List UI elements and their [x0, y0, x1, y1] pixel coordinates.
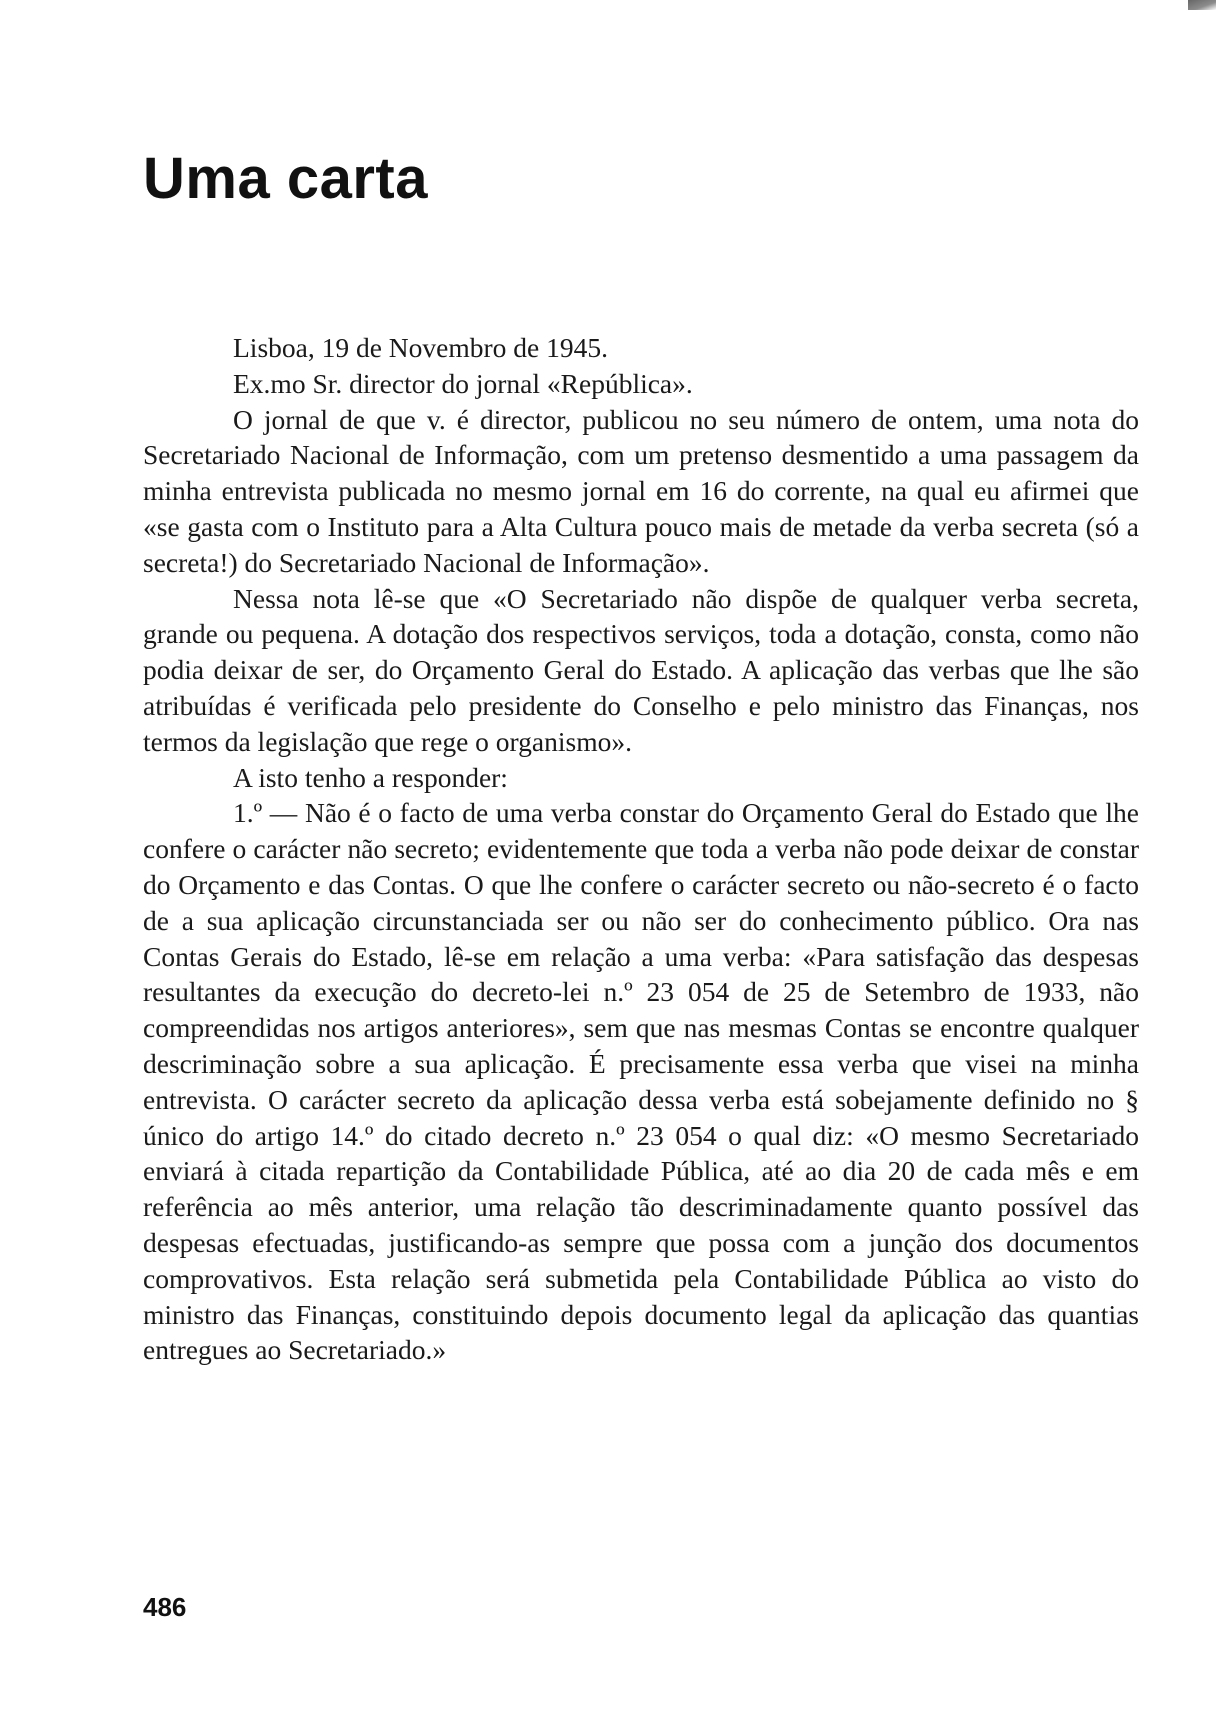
letter-date-line: Lisboa, 19 de Novembro de 1945. — [233, 332, 608, 363]
letter-body — [143, 330, 1139, 1368]
letter-paragraph: O jornal de que v. é director, publicou no seu número de ontem, uma nota do Secretariado Nacional de Informação, com um pretenso desmentido a uma passagem da minha entrevista publicada no mesmo jornal em 16 do corrente, na qual eu afirmei que «se gasta com o Instituto para a Alta Cultura pouco mais de metade da verba secreta (só a secreta!) do Secretariado Nacional de Informação». — [143, 403, 1139, 578]
letter-paragraph: A isto tenho a responder: — [233, 761, 508, 793]
page-title: Uma carta — [143, 146, 428, 211]
letter-paragraph: 1.º — Não é o facto de uma verba constar do Orçamento Geral do Estado que lhe confere o carácter não secreto; evidentemente que toda a verba não pode deixar de constar do Orçamento e das Contas. O que lhe confere o carácter secreto ou não-secreto é o facto de a sua aplicação circunstanciada ser ou não ser do conhecimento público. Ora nas Contas Gerais do Estado, lê-se em relação a uma verba: «Para satisfação das despesas resultantes da execução do decreto-lei n.º 23 054 de 25 de Setembro de 1933, não compreendidas nos artigos anteriores», sem que nas mesmas Contas se encontre qualquer descriminação sobre a sua aplicação. É precisamente essa verba que visei na minha entrevista. O carácter secreto da aplicação dessa verba está sobejamente definido no § único do artigo 14.º do citado decreto n.º 23 054 o qual diz: «O mesmo Secretariado enviará à citada repartição da Contabilidade Pública, até ao dia 20 de cada mês e em referência ao mês anterior, uma relação tão descriminadamente quanto possível das despesas efectuadas, justificando-as sempre que possa com a junção dos documentos comprovativos. Esta relação será submetida pela Contabilidade Pública ao visto do ministro das Finanças, constituindo depois documento legal da aplicação das quantias entregues ao Secretariado.» — [143, 797, 1139, 1366]
letter-salutation: Ex.mo Sr. director do jornal «República». — [233, 367, 693, 399]
letter-paragraph: Nessa nota lê-se que «O Secretariado não dispõe de qualquer verba secreta, grande ou pequena. A dotação dos respectivos serviços, toda a dotação, consta, como não podia deixar de ser, do Orçamento Geral do Estado. A aplicação das verbas que lhe são atribuídas é verificada pelo presidente do Conselho e pelo ministro das Finanças, nos termos da legislação que rege o organismo». — [143, 582, 1139, 757]
page-number: 486 — [143, 1592, 187, 1622]
scan-corner-mark — [1188, 0, 1216, 10]
